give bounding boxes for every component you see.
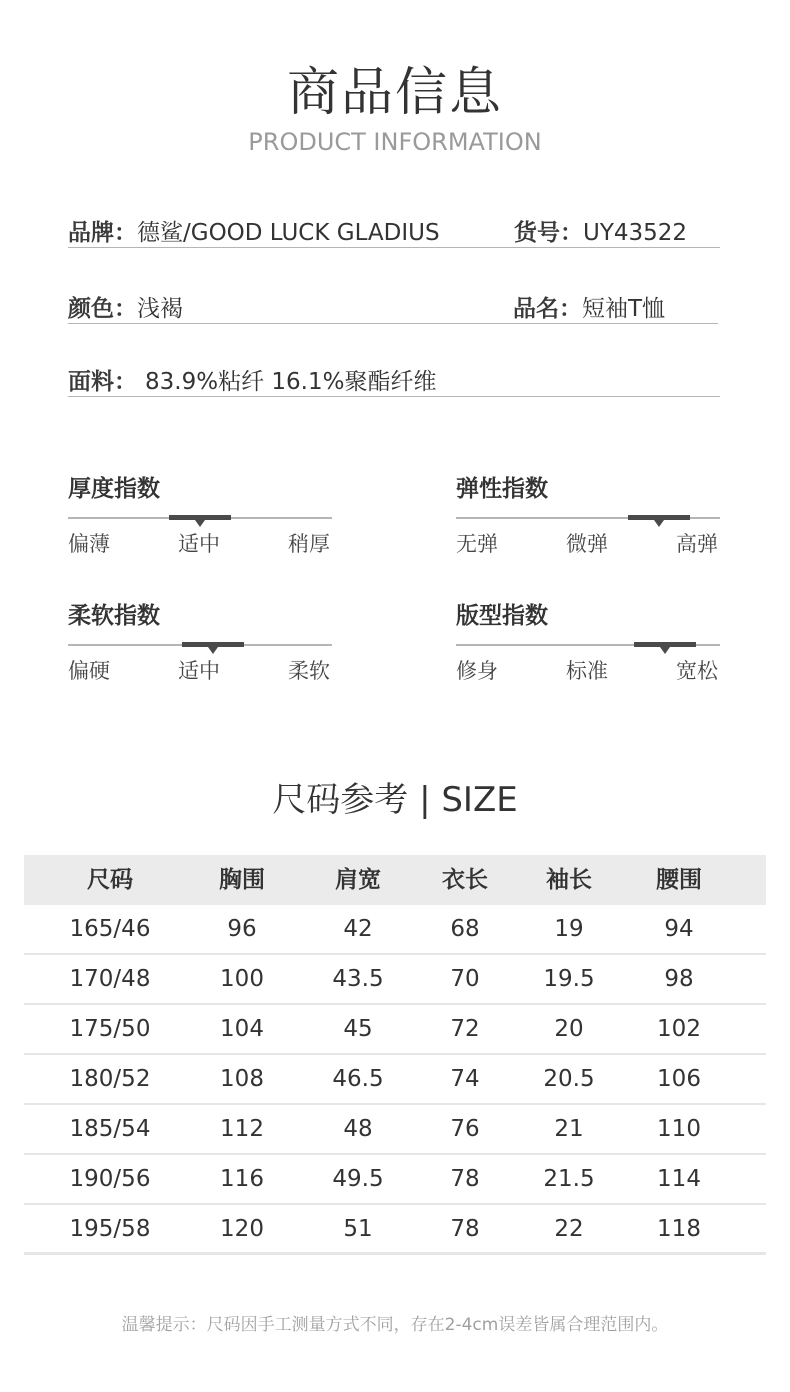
size-note: 温馨提示：尺码因手工测量方式不同，存在2-4cm误差皆属合理范围内。 <box>121 1315 669 1335</box>
name-value: 短袖T恤 <box>582 296 666 322</box>
fabric-value: 83.9%粘纤 16.1%聚酯纤维 <box>145 369 437 395</box>
brand-row <box>68 212 500 248</box>
cell-chest: 116 <box>220 1166 264 1192</box>
cell-size: 180/52 <box>69 1066 151 1092</box>
cell-size: 165/46 <box>69 916 151 942</box>
table-row <box>24 1055 766 1105</box>
cell-shoulder: 43.5 <box>332 966 384 992</box>
size-title: 尺码参考 | SIZE <box>272 780 518 820</box>
cell-shoulder: 48 <box>343 1116 373 1142</box>
cell-chest: 108 <box>220 1066 264 1092</box>
cell-size: 185/54 <box>69 1116 151 1142</box>
cell-waist: 98 <box>664 966 694 992</box>
cell-chest: 104 <box>220 1016 264 1042</box>
fit-index-label: 宽松 <box>676 659 718 683</box>
header-size: 尺码 <box>87 867 133 893</box>
color-value: 浅褐 <box>137 296 183 322</box>
cell-sleeve: 21 <box>554 1116 584 1142</box>
page-title: 商品信息 <box>286 63 503 123</box>
fit-index-label: 修身 <box>456 659 498 683</box>
cell-sleeve: 19.5 <box>543 966 595 992</box>
elasticity-index-pointer <box>654 520 664 527</box>
size-table <box>24 855 766 1255</box>
cell-sleeve: 20 <box>554 1016 584 1042</box>
cell-shoulder: 46.5 <box>332 1066 384 1092</box>
fabric-label: 面料： <box>68 369 137 395</box>
thickness-index-title: 厚度指数 <box>68 476 160 502</box>
softness-index-title: 柔软指数 <box>68 603 160 629</box>
header-shoulder: 肩宽 <box>335 867 381 893</box>
table-row <box>24 1005 766 1055</box>
color-row <box>68 288 718 324</box>
cell-size: 175/50 <box>69 1016 151 1042</box>
elasticity-index-title: 弹性指数 <box>456 476 548 502</box>
sku-row <box>500 212 720 248</box>
name-label: 品名： <box>513 296 582 322</box>
thickness-index-label: 稍厚 <box>288 532 330 556</box>
cell-shoulder: 51 <box>343 1216 373 1242</box>
cell-waist: 110 <box>657 1116 701 1142</box>
table-row <box>24 1205 766 1255</box>
cell-size: 195/58 <box>69 1216 151 1242</box>
cell-chest: 100 <box>220 966 264 992</box>
cell-sleeve: 21.5 <box>543 1166 595 1192</box>
softness-index-label: 适中 <box>178 659 220 683</box>
color-label: 颜色： <box>68 296 137 322</box>
cell-waist: 102 <box>657 1016 701 1042</box>
softness-index-pointer <box>208 647 218 654</box>
cell-length: 78 <box>450 1166 480 1192</box>
thickness-index-pointer <box>195 520 205 527</box>
header-waist: 腰围 <box>656 867 702 893</box>
table-row <box>24 905 766 955</box>
table-row <box>24 1155 766 1205</box>
sku-value: UY43522 <box>583 220 688 246</box>
cell-chest: 120 <box>220 1216 264 1242</box>
elasticity-index-label: 微弹 <box>566 532 608 556</box>
brand-value: 德鲨/GOOD LUCK GLADIUS <box>137 220 440 246</box>
cell-sleeve: 20.5 <box>543 1066 595 1092</box>
softness-index-label: 柔软 <box>288 659 330 683</box>
fit-index-pointer <box>660 647 670 654</box>
cell-waist: 118 <box>657 1216 701 1242</box>
sku-label: 货号： <box>514 220 583 246</box>
table-row <box>24 955 766 1005</box>
thickness-index-label: 适中 <box>178 532 220 556</box>
cell-waist: 94 <box>664 916 694 942</box>
cell-size: 190/56 <box>69 1166 151 1192</box>
cell-chest: 112 <box>220 1116 264 1142</box>
elasticity-index-label: 无弹 <box>456 532 498 556</box>
cell-length: 72 <box>450 1016 480 1042</box>
brand-label: 品牌： <box>68 220 137 246</box>
elasticity-index-label: 高弹 <box>676 532 718 556</box>
cell-shoulder: 42 <box>343 916 373 942</box>
cell-waist: 106 <box>657 1066 701 1092</box>
header-sleeve: 袖长 <box>546 867 592 893</box>
cell-length: 78 <box>450 1216 480 1242</box>
cell-size: 170/48 <box>69 966 151 992</box>
cell-length: 74 <box>450 1066 480 1092</box>
fit-index-title: 版型指数 <box>456 603 548 629</box>
table-header-row <box>24 855 766 905</box>
cell-sleeve: 22 <box>554 1216 584 1242</box>
cell-length: 70 <box>450 966 480 992</box>
table-row <box>24 1105 766 1155</box>
header-chest: 胸围 <box>219 867 265 893</box>
cell-shoulder: 49.5 <box>332 1166 384 1192</box>
cell-chest: 96 <box>227 916 257 942</box>
thickness-index-label: 偏薄 <box>68 532 110 556</box>
fit-index-label: 标准 <box>566 659 608 683</box>
fabric-row <box>68 361 720 397</box>
softness-index-label: 偏硬 <box>68 659 110 683</box>
cell-waist: 114 <box>657 1166 701 1192</box>
header-length: 衣长 <box>442 867 488 893</box>
page-subtitle: PRODUCT INFORMATION <box>248 128 542 156</box>
cell-length: 76 <box>450 1116 480 1142</box>
cell-length: 68 <box>450 916 480 942</box>
cell-shoulder: 45 <box>343 1016 373 1042</box>
cell-sleeve: 19 <box>554 916 584 942</box>
